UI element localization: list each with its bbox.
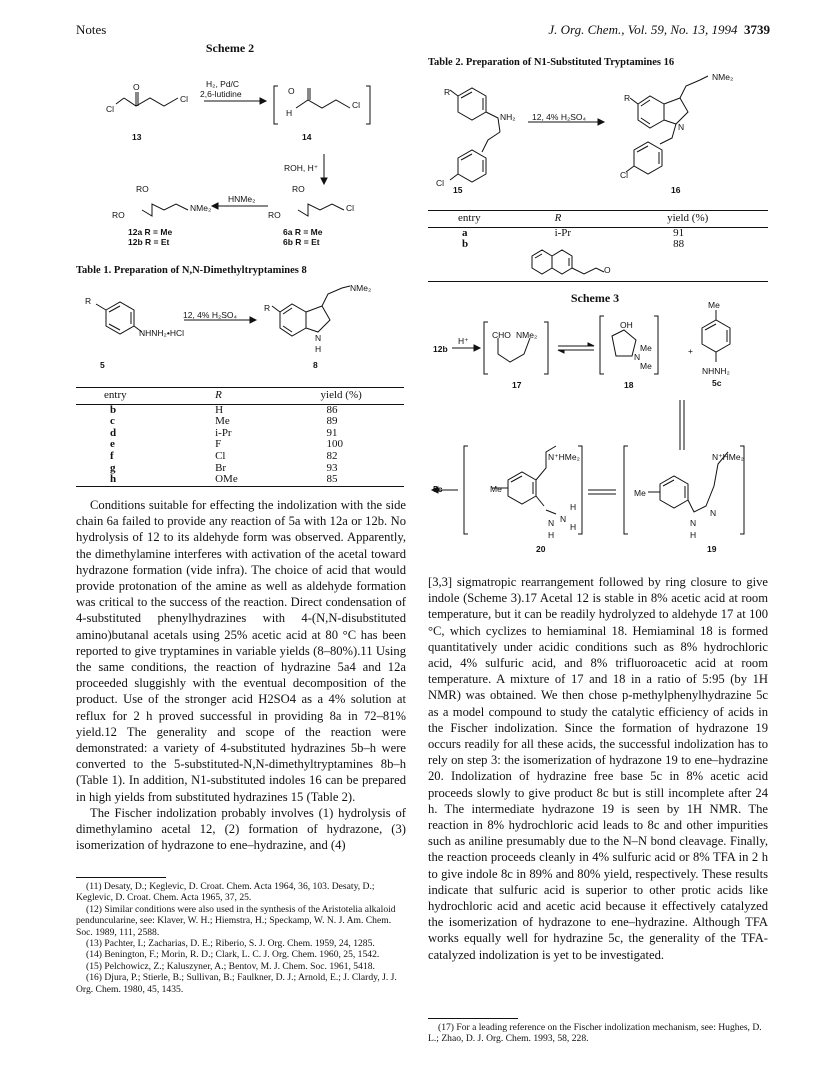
footnote: (11) Desaty, D.; Keglevic, D. Croat. Chem. Acta 1964, 36, 103. Desaty, D.; Keglevic, D. Croat. Chem. Acta 1965, 37, 25.	[76, 881, 375, 904]
atom-o: O	[133, 82, 140, 92]
atom-me: Me	[640, 361, 652, 371]
table1-col-yield: yield (%)	[281, 388, 404, 405]
atom-n: N	[678, 122, 685, 132]
compound-14-label: 14	[302, 132, 312, 142]
atom-o: O	[288, 86, 295, 96]
table2-bottom-rule	[428, 281, 768, 282]
entry-cell: f	[110, 449, 114, 462]
atom-n: N	[548, 518, 555, 528]
atom-r: R	[624, 93, 631, 103]
table2-scheme-drawing	[428, 72, 768, 200]
table1	[76, 387, 404, 487]
entry-cell: d	[110, 426, 117, 439]
table-row	[76, 428, 404, 440]
r-cell: OMe	[155, 474, 280, 486]
atom-h: H	[315, 344, 322, 354]
plus-sign: +	[688, 346, 693, 356]
atom-r: R	[85, 296, 92, 306]
table1-col-r: R	[155, 388, 280, 405]
running-header-left: Notes	[76, 22, 107, 37]
compound-5c-label: 5c	[433, 484, 443, 494]
entry-cell: b	[462, 238, 469, 251]
left-column-body	[76, 497, 406, 853]
yield-cell: 89	[326, 415, 338, 428]
yield-cell: 86	[326, 403, 338, 416]
entry-cell: a	[462, 226, 468, 239]
table-row	[76, 474, 404, 486]
table-row	[76, 463, 404, 475]
footnote-divider	[428, 1018, 518, 1019]
atom-cl: Cl	[346, 203, 355, 213]
compound-15-label: 15	[453, 185, 463, 195]
table1-body	[76, 404, 404, 486]
reagent-12-h2so4: 12, 4% H₂SO₄	[532, 112, 587, 122]
atom-me: Me	[490, 484, 502, 494]
reagent-h-plus: H⁺	[458, 336, 469, 346]
right-column-body	[428, 574, 768, 963]
atom-nme2: NMe₂	[516, 330, 538, 340]
atom-n: N	[634, 352, 641, 362]
journal-citation: J. Org. Chem., Vol. 59, No. 13, 1994	[548, 22, 738, 37]
table-row	[76, 416, 404, 428]
entry-cell: g	[110, 461, 116, 474]
compound-20-label: 20	[536, 544, 546, 554]
entry-cell: c	[110, 415, 115, 428]
table2-col-r: R	[515, 211, 608, 228]
footnote: (13) Pachter, I.; Zacharias, D. E.; Riberio, S. J. Org. Chem. 1959, 24, 1285.	[86, 938, 375, 950]
atom-nme2: NMe₂	[712, 72, 734, 82]
table2-title: Table 2. Preparation of N1-Substituted Tryptamines 16	[428, 57, 675, 68]
compound-5-label: 5	[100, 360, 105, 370]
atom-n: N	[710, 508, 717, 518]
r-cell: H	[215, 403, 224, 416]
table1-col-entry: entry	[76, 388, 155, 405]
r-cell: Cl	[215, 449, 226, 462]
table1-title: Table 1. Preparation of N,N-Dimethyltryptamines 8	[76, 265, 307, 276]
atom-nme2: NMe₂	[350, 283, 372, 293]
atom-nhme2: N⁺HMe₂	[548, 452, 580, 462]
atom-oh: OH	[620, 320, 633, 330]
compound-16-label: 16	[671, 185, 681, 195]
table2-header-row	[428, 211, 768, 228]
yield-cell: 91	[326, 426, 338, 439]
atom-nhme2: N⁺HMe₂	[712, 452, 744, 462]
compound-19-label: 19	[707, 544, 717, 554]
yield-cell: 82	[326, 449, 338, 462]
page-number: 3739	[744, 22, 770, 37]
entry-cell: h	[76, 474, 155, 486]
atom-cl: Cl	[620, 170, 629, 180]
footnote: (12) Similar conditions were also used in the synthesis of the Aristotelia alkaloid penduncularine, see: Klaver, W. H.; Hiemstra, H.; Speckamp, W. N. J. Am. Chem. Soc. 1989, 111, 2588.	[76, 903, 396, 938]
table2	[428, 210, 768, 251]
quinolinylmethyl-structure	[528, 246, 628, 280]
right-footnotes	[428, 1022, 768, 1045]
scheme2-title: Scheme 2	[205, 41, 255, 55]
reagent-hnme2: HNMe₂	[228, 194, 256, 204]
yield-cell: 91	[673, 226, 685, 239]
atom-h: H	[570, 502, 577, 512]
atom-me: Me	[640, 343, 652, 353]
r-cell: F	[215, 438, 222, 451]
atom-cl: Cl	[106, 104, 115, 114]
yield-cell: 93	[326, 461, 338, 474]
atom-h: H	[690, 530, 697, 540]
atom-ro: RO	[268, 210, 281, 220]
yield-cell: 88	[673, 238, 685, 251]
left-paragraph: The Fischer indolization probably involves (1) hydrolysis of dimethylamino acetal 12, (2) formation of hydrazone, (3) isomerization of hydrazone to ene–hydrazine, and (4)	[76, 805, 406, 853]
atom-me: Me	[634, 488, 646, 498]
atom-h: H	[286, 108, 293, 118]
yield-cell: 100	[326, 438, 344, 451]
reagent-h2-pdc: H₂, Pd/C	[206, 79, 240, 89]
compound-18-label: 18	[624, 380, 634, 390]
table-row	[428, 227, 768, 239]
atom-n: N	[315, 333, 322, 343]
left-footnotes	[76, 881, 406, 995]
atom-cl: Cl	[436, 178, 445, 188]
atom-r: R	[264, 303, 271, 313]
label-6b: 6b R = Et	[283, 237, 320, 247]
atom-hydrazine-hcl: NHNH₂•HCl	[139, 328, 184, 338]
r-cell: Br	[215, 461, 227, 474]
left-paragraph: Conditions suitable for effecting the indolization with the side chain 6a failed to provide any reaction of 5a with 12a or 12b. No hydrolysis of 12 to its aldehyde form was observed. Apparently, the dimethylamine interferes with activation of the acetal toward hydrazone formation (vide infra). The choice of acid that would provide protonation of the amine as well as aldehyde formation was critical to the success of the reaction. Direct condensation of 4-substituted phenylhydrazines with 4-(N,N-disubstituted amino)butanal acetals using 25% acetic acid at 80 °C has been reported to give tryptamines in variable yields (8–80%).11 Using the same conditions, the reaction of hydrazine 5a4 and 12a proceeded sluggishly with the eventual decomposition of the product. Use of the stronger acid H2SO4 as a 4% solution at reflux for 2 h proved successful in providing 8a in 72–81% yield.12 The generality and scope of the reaction were demonstrated: a variety of 4-substituted hydrazines 5b–h were converted to the 5-substituted-N,N-dimethyltryptamines 8b–h (Table 1). In addition, N1-substituted indoles 16 can be prepared in high yields from substituted hydrazines 15 (Table 2).	[76, 498, 406, 804]
compound-8-label: 8	[313, 360, 318, 370]
entry-cell: b	[110, 403, 117, 416]
table2-col-entry: entry	[428, 211, 515, 228]
r-cell: Me	[215, 415, 230, 428]
table1-scheme-drawing	[76, 282, 406, 372]
atom-ro: RO	[292, 184, 305, 194]
atom-r: R	[444, 87, 451, 97]
atom-cl: Cl	[352, 100, 361, 110]
compound-17-label: 17	[512, 380, 522, 390]
atom-nme2: NMe₂	[190, 203, 212, 213]
label-6a: 6a R = Me	[283, 227, 323, 237]
footnote: (17) For a leading reference on the Fischer indolization mechanism, see: Hughes, D. L.; Zhao, D. J. Org. Chem. 1993, 58, 228.	[428, 1022, 762, 1045]
atom-me: Me	[708, 300, 720, 310]
atom-n: N	[690, 518, 697, 528]
atom-h: H	[570, 522, 577, 532]
right-paragraph: [3,3] sigmatropic rearrangement followed by ring closure to give indole (Scheme 3).17 Acetal 12 is stable in 8% acetic acid at room temperature, but it can be readily hydrolyzed to aldehyde 17 at 100 °C, which cyclizes to hemiaminal 18. Hemiaminal 18 is formed quantitatively under acidic conditions such as 8% hydrochloric acid, 4% sulfuric acid, and 8% trifluoroacetic acid at room temperature. A mixture of 17 and 18 in a ratio of 5:95 (by 1H NMR) was obtained. We then chose p-methylphenylhydrazine 5c as a model compound to study the catalytic efficiency of acids in the Fischer indolization. Since the formation of hydrazone 19 occurs readily for all these acids, the successful indolization has to rely on step 3: the isomerization of hydrazone 19 to ene–hydrazine 20. Indolization of hydrazine free base 5c in 8% acetic acid proceeds slowly to give product 8c but is still incomplete after 24 h. The intermediate hydrazone 19 is seen by 1H NMR. The reaction in 8% hydrochloric acid leads to 8c and other impurities such as aniline presumably due to the N–N bond cleavage. Finally, the reaction proceeds cleanly in 4% sulfuric acid or 8% TFA in 2 h to give indole 8c in 89% and 80% yield, respectively. These results indicate that sulfuric acid is superior to other protic acids like hydrochloric acid and acetic acid because it effectively catalyzed the isomerization of hydrazone to ene–hydrazine. Although TFA works equally well for hydrazine 5c, the generality of the TFA-catalyzed indolization is yet to be investigated.	[428, 575, 768, 962]
label-12b: 12b R = Et	[128, 237, 170, 247]
atom-h: H	[548, 530, 555, 540]
atom-ro: RO	[136, 184, 149, 194]
running-header-right	[548, 22, 770, 38]
compound-13-label: 13	[132, 132, 142, 142]
table-row	[76, 439, 404, 451]
footnote: (14) Benington, F.; Morin, R. D.; Clark, L. C. J. Org. Chem. 1960, 25, 1542.	[86, 949, 380, 961]
scheme3-title: Scheme 3	[570, 291, 620, 305]
r-cell: i-Pr	[554, 226, 572, 239]
yield-cell: 85	[281, 474, 404, 486]
table2-col-yield: yield (%)	[607, 211, 768, 228]
label-12a: 12a R = Me	[128, 227, 173, 237]
reagent-12-h2so4: 12, 4% H₂SO₄	[183, 310, 238, 320]
r-cell: i-Pr	[215, 426, 232, 439]
table-row	[76, 451, 404, 463]
scheme3-drawing	[428, 300, 768, 570]
atom-ro: RO	[112, 210, 125, 220]
atom-n: N	[560, 514, 567, 524]
table1-header-row	[76, 388, 404, 405]
table-row	[76, 404, 404, 416]
atom-nhnh2: NHNH₂	[702, 366, 730, 376]
footnote: (16) Djura, P.; Stierle, B.; Sullivan, B.; Faulkner, D. J.; Arnold, E.; J. Clardy, J. J. Org. Chem. 1980, 45, 1435.	[76, 972, 397, 995]
footnote-divider	[76, 877, 166, 878]
atom-cho: CHO	[492, 330, 511, 340]
footnote: (15) Pelchowicz, Z.; Kaluszyner, A.; Bentov, M. J. Chem. Soc. 1961, 5418.	[86, 960, 375, 972]
atom-o: O	[604, 265, 611, 275]
start-12b: 12b	[433, 344, 448, 354]
atom-cl: Cl	[180, 94, 189, 104]
atom-nh2: NH₂	[500, 112, 516, 122]
reagent-lutidine: 2,6-lutidine	[200, 89, 242, 99]
reagent-roh: ROH, H⁺	[284, 163, 319, 173]
entry-cell: e	[110, 438, 115, 451]
compound-5c-label: 5c	[712, 378, 722, 388]
